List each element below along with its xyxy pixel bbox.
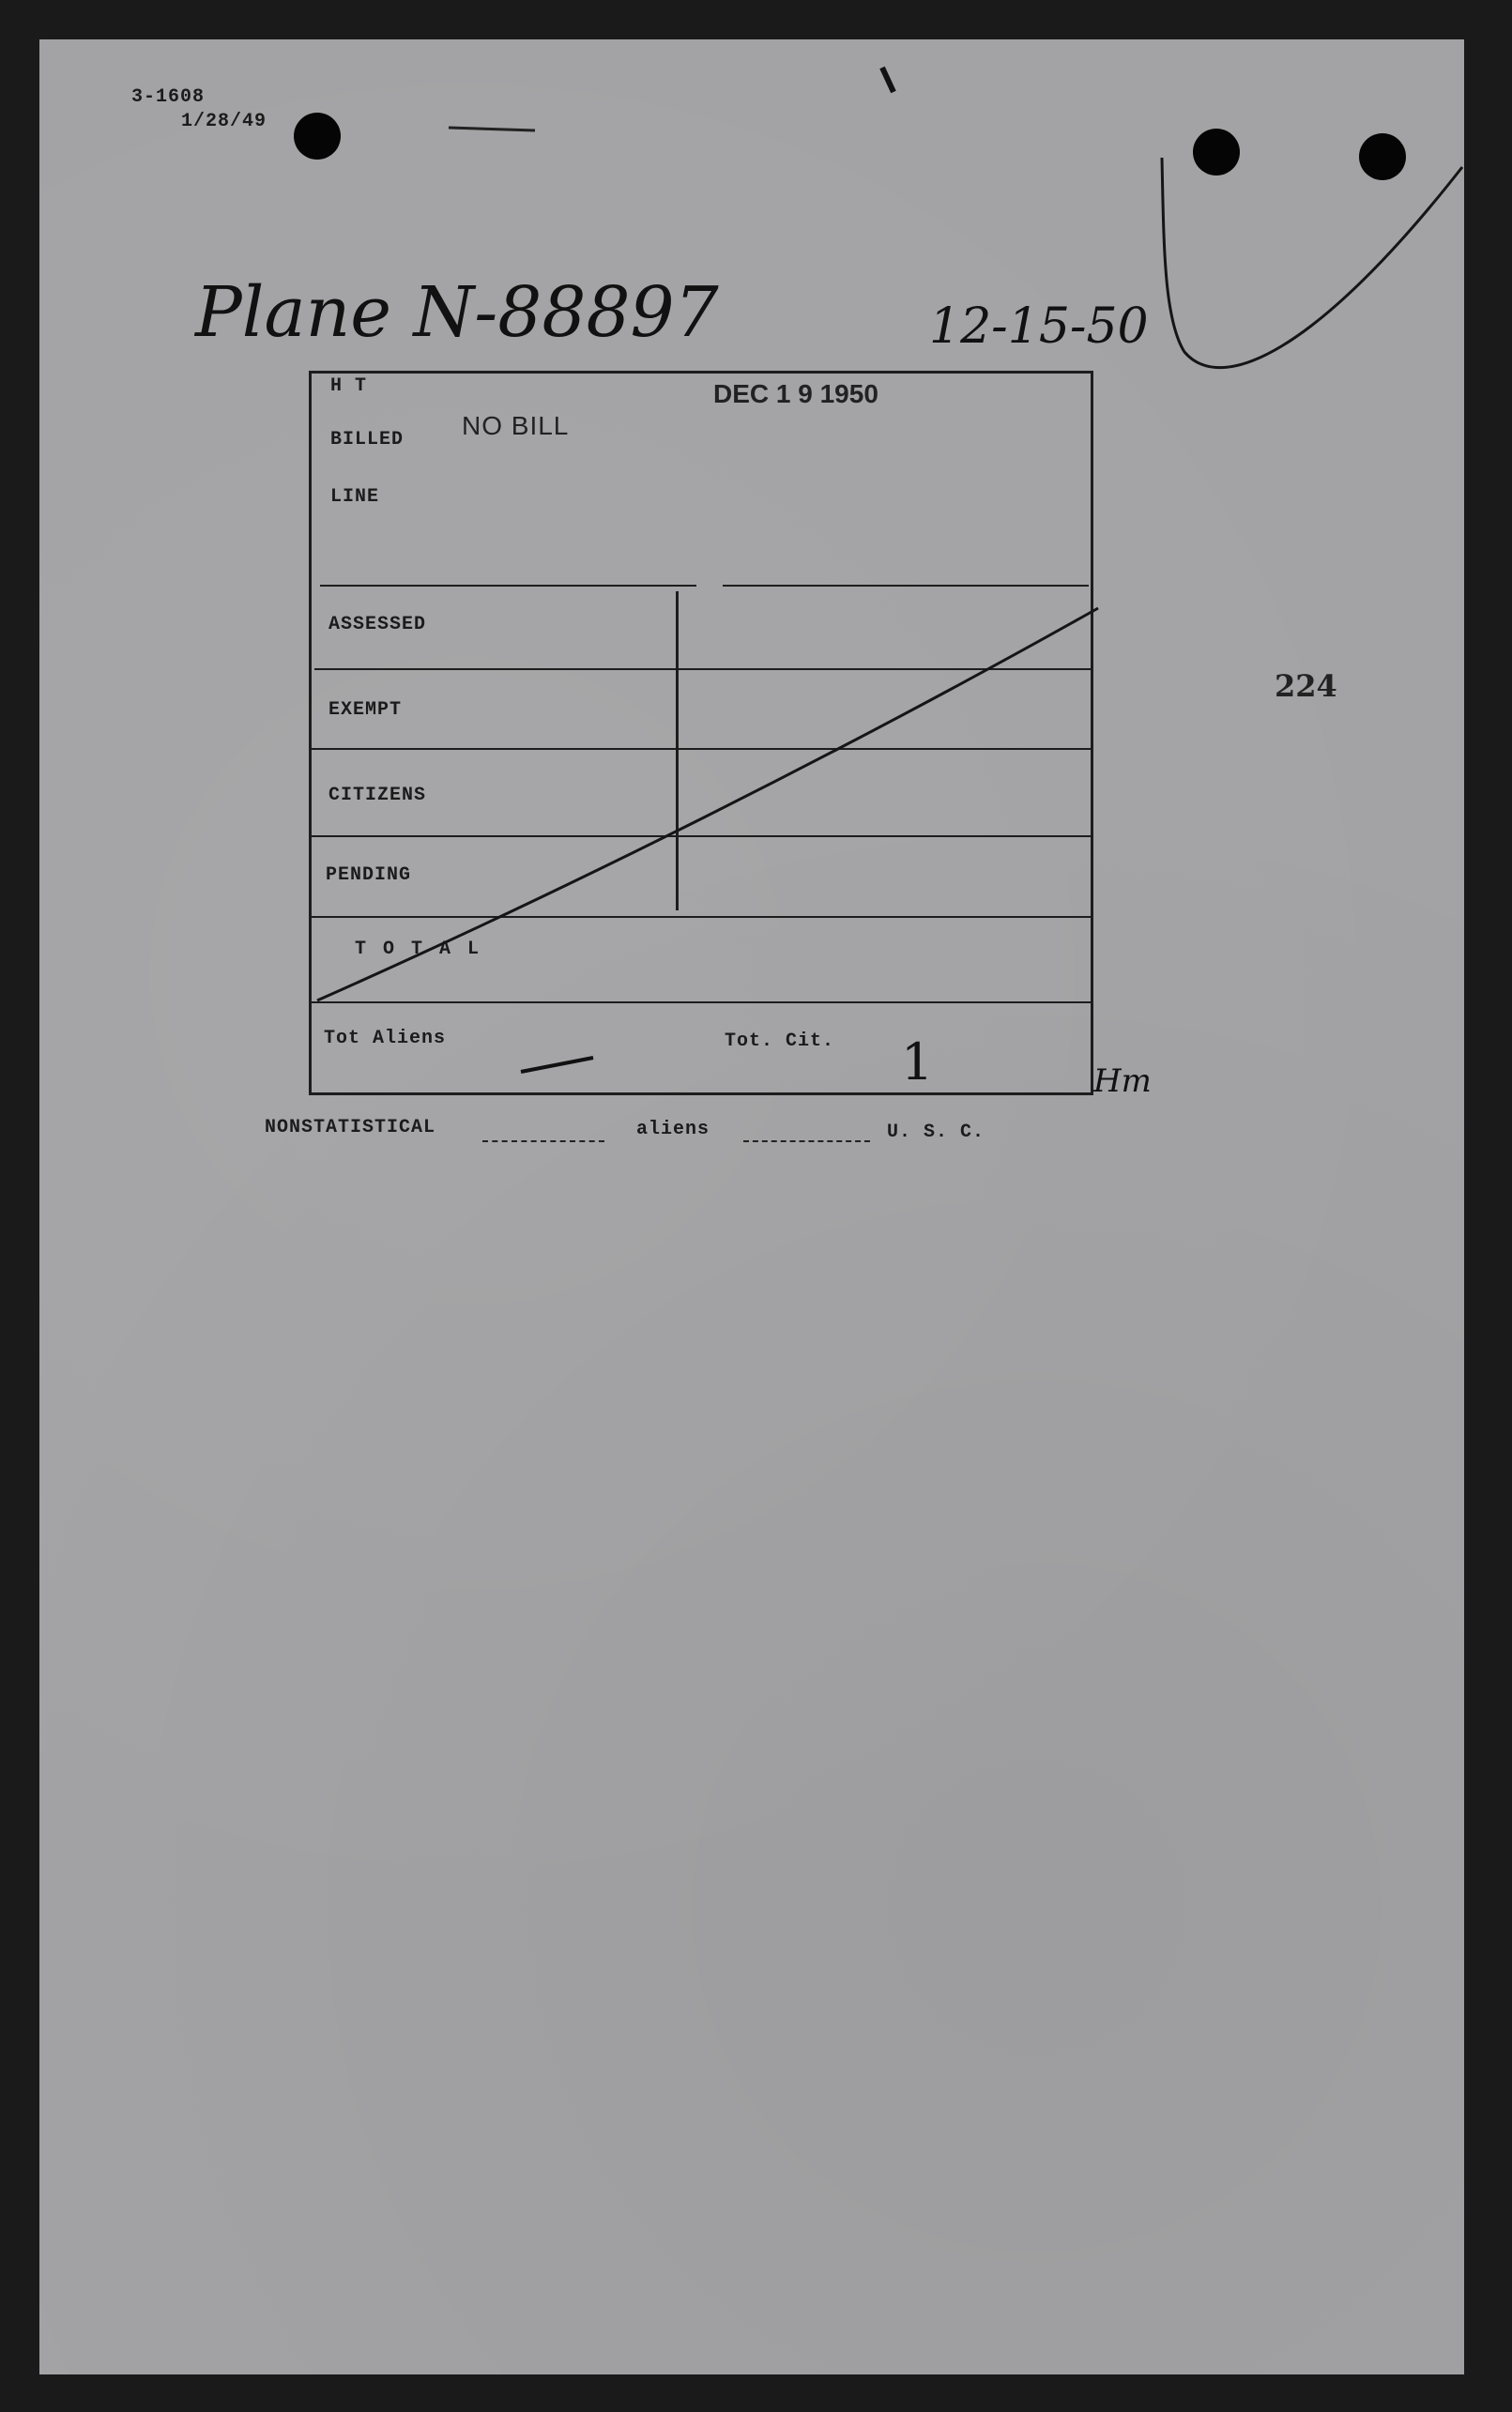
page-number: 224 [1275,668,1337,704]
file-date: 1/28/49 [181,111,267,132]
check-mark [1162,158,1462,368]
tot-cit-value: 1 [901,1032,934,1092]
ht-label: H T [330,375,368,397]
billed-value-stamp: NO BILL [462,411,570,440]
cancellation-line [317,608,1098,1000]
row-label-pending: PENDING [326,864,412,886]
nonstatistical-label: NONSTATISTICAL [265,1117,436,1138]
row-label-exempt: EXEMPT [328,699,403,721]
total-label: T O T A L [355,939,482,960]
row-label-citizens: CITIZENS [328,785,427,806]
tot-aliens-label: Tot Aliens [324,1028,447,1049]
billed-label: BILLED [330,429,405,450]
plane-label: Plane N-88897 [195,272,719,353]
aliens-label: aliens [636,1119,710,1140]
initials: Hm [1093,1062,1152,1100]
handwritten-date: 12-15-50 [929,298,1149,355]
tot-cit-label: Tot. Cit. [725,1030,835,1052]
usc-label: U. S. C. [887,1122,985,1143]
aliens-dash-mark [521,1058,593,1072]
file-number: 3-1608 [131,86,206,108]
row-label-assessed: ASSESSED [328,614,427,635]
received-date-stamp: DEC 1 9 1950 [713,379,878,408]
dash-mark [449,128,535,130]
line-label: LINE [330,486,380,508]
corner-mark [882,68,893,92]
